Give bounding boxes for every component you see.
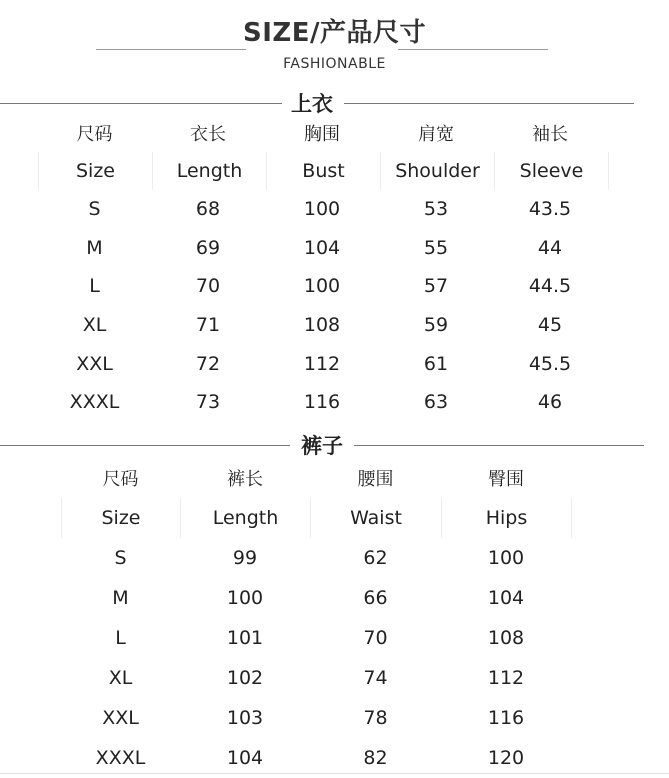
table-cell: 53 xyxy=(423,198,449,221)
table-cell: 116 xyxy=(487,707,525,729)
table-cell: 100 xyxy=(303,275,341,298)
tops-header-en: Shoulder xyxy=(380,152,494,190)
table-cell: XL xyxy=(82,314,107,337)
table-cell: 45 xyxy=(537,314,563,337)
table-row xyxy=(61,538,572,578)
table-cell: XL xyxy=(108,667,133,689)
table-cell: 59 xyxy=(423,314,449,337)
tops-header-cn: 衣长 xyxy=(190,124,226,145)
table-cell: 100 xyxy=(303,198,341,221)
table-cell: XXXL xyxy=(95,747,146,769)
table-cell: 46 xyxy=(537,391,563,414)
table-cell: 62 xyxy=(363,547,388,569)
table-row xyxy=(38,267,609,306)
table-row xyxy=(38,344,609,383)
table-row xyxy=(61,698,572,738)
table-cell: XXL xyxy=(102,707,139,729)
page-title: SIZE/产品尺寸 xyxy=(242,18,426,48)
table-cell: 103 xyxy=(226,707,264,729)
table-row xyxy=(38,229,609,268)
pants-header-cn: 尺码 xyxy=(102,469,139,490)
table-cell: 63 xyxy=(423,391,449,414)
table-cell: 70 xyxy=(363,627,388,649)
pants-section-title: 裤子 xyxy=(301,434,343,458)
table-cell: XXXL xyxy=(69,391,120,414)
pants-header-cn-row xyxy=(61,458,572,498)
table-cell: 101 xyxy=(226,627,264,649)
table-cell: 44 xyxy=(537,236,563,259)
table-cell: 43.5 xyxy=(528,198,572,221)
pants-header-en: Length xyxy=(180,498,310,538)
tops-header-cn: 肩宽 xyxy=(418,124,454,145)
pants-header-cn: 臀围 xyxy=(488,469,524,490)
pants-rule-right xyxy=(354,445,644,446)
table-cell: 120 xyxy=(487,747,525,769)
pants-header-en: Size xyxy=(61,498,180,538)
table-cell: 44.5 xyxy=(528,275,572,298)
table-row xyxy=(61,658,572,698)
table-cell: 100 xyxy=(487,547,525,569)
table-cell: 108 xyxy=(303,314,341,337)
table-cell: 69 xyxy=(195,236,221,259)
pants-header-en: Hips xyxy=(441,498,572,538)
table-cell: 102 xyxy=(226,667,264,689)
table-cell: 74 xyxy=(363,667,388,689)
table-row xyxy=(38,306,609,345)
tops-header-en: Size xyxy=(38,152,152,190)
pants-header-en-row xyxy=(61,498,572,538)
table-cell: 82 xyxy=(363,747,388,769)
table-cell: S xyxy=(114,547,127,569)
table-cell: S xyxy=(88,198,101,221)
table-cell: L xyxy=(115,627,126,649)
tops-rule-right xyxy=(344,103,634,104)
table-cell: 55 xyxy=(423,236,449,259)
tops-rule-left xyxy=(0,103,282,104)
tops-header-en: Length xyxy=(152,152,266,190)
tops-section-title: 上衣 xyxy=(291,92,333,116)
pants-header-cn: 裤长 xyxy=(227,469,263,490)
table-row xyxy=(61,618,572,658)
title-rule-right xyxy=(398,49,548,50)
pants-size-table xyxy=(61,458,572,778)
pants-header-cn: 腰围 xyxy=(357,469,394,490)
table-cell: L xyxy=(89,275,100,298)
tops-header-en: Bust xyxy=(266,152,380,190)
pants-header-en: Waist xyxy=(310,498,441,538)
table-cell: 104 xyxy=(226,747,264,769)
table-cell: 112 xyxy=(487,667,525,689)
tops-size-table xyxy=(38,114,609,422)
table-cell: M xyxy=(86,236,103,259)
table-row xyxy=(38,190,609,229)
table-cell: 104 xyxy=(487,587,525,609)
table-cell: 57 xyxy=(423,275,449,298)
table-cell: M xyxy=(112,587,129,609)
table-cell: 112 xyxy=(303,352,341,375)
table-cell: 99 xyxy=(232,547,258,569)
table-cell: XXL xyxy=(76,352,113,375)
table-cell: 73 xyxy=(195,391,221,414)
tops-header-cn: 袖长 xyxy=(532,124,568,145)
bottom-divider xyxy=(0,773,669,774)
page-subtitle: FASHIONABLE xyxy=(283,56,386,72)
tops-header-cn-row xyxy=(38,114,609,152)
table-cell: 108 xyxy=(487,627,525,649)
table-row xyxy=(61,738,572,778)
tops-header-en-row xyxy=(38,152,609,190)
table-cell: 66 xyxy=(363,587,388,609)
table-cell: 100 xyxy=(226,587,264,609)
table-cell: 45.5 xyxy=(528,352,572,375)
table-cell: 78 xyxy=(363,707,388,729)
table-cell: 70 xyxy=(195,275,221,298)
table-cell: 104 xyxy=(303,236,341,259)
table-cell: 68 xyxy=(195,198,221,221)
table-row xyxy=(38,383,609,422)
tops-header-en: Sleeve xyxy=(494,152,609,190)
table-cell: 116 xyxy=(303,391,341,414)
table-cell: 61 xyxy=(423,352,449,375)
table-row xyxy=(61,578,572,618)
pants-rule-left xyxy=(0,445,290,446)
tops-header-cn: 尺码 xyxy=(76,124,113,145)
tops-header-cn: 胸围 xyxy=(304,124,340,145)
table-cell: 72 xyxy=(195,352,221,375)
title-rule-left xyxy=(96,49,246,50)
table-cell: 71 xyxy=(195,314,221,337)
